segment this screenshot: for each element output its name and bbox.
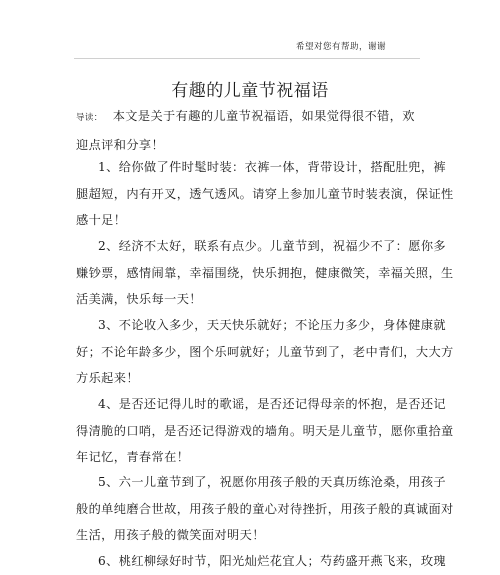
paragraph-line: 生活，用孩子般的微笑面对明天！ (76, 528, 265, 542)
paragraph-4 (76, 391, 454, 471)
header-divider (74, 58, 420, 59)
lead-line: 迎点评和分享！ (76, 137, 165, 152)
header-note: 希望对您有帮助，谢谢 (296, 42, 387, 52)
document-title: 有趣的儿童节祝福语 (171, 81, 329, 101)
lead-label: 导读： (76, 113, 103, 123)
paragraph-6 (76, 548, 447, 575)
paragraph-line: 腿超短，内有开叉，透气透风。请穿上参加儿童节时装表演，保证性 (76, 186, 454, 201)
paragraph-1 (76, 154, 454, 234)
paragraph-line: 1、给你做了件时髦时装：衣裤一体，背带设计，搭配肚兜，裤 (98, 160, 447, 174)
lead-paragraph (76, 103, 428, 158)
paragraph-line: 3、不论收入多少，天天快乐就好；不论压力多少，身体健康就 (98, 318, 447, 332)
paragraph-line: 6、桃红柳绿好时节，阳光灿烂花宜人；芍药盛开燕飞来，玫瑰 (98, 554, 447, 568)
paragraph-line: 2、经济不太好，联系有点少。儿童节到，祝福少不了：愿你多 (98, 239, 447, 253)
paragraph-line: 赚钞票，感情闹靠，幸福围绕，快乐拥抱，健康微笑，幸福关照，生 (76, 265, 454, 280)
paragraph-2 (76, 233, 454, 313)
paragraph-line: 5、六一儿童节到了，祝愿你用孩子般的天真历练沧桑，用孩子 (98, 475, 447, 489)
paragraph-5 (76, 469, 454, 549)
paragraph-line: 活美满，快乐每一天！ (76, 292, 202, 306)
paragraph-3 (76, 312, 454, 392)
paragraph-line: 得清脆的口哨，是否还记得游戏的墙角。明天是儿童节，愿你重拾童 (76, 423, 454, 438)
paragraph-line: 好；不论年龄多少，图个乐呵就好；儿童节到了，老中青们，大大方 (76, 344, 454, 359)
paragraph-line: 4、是否还记得儿时的歌谣，是否还记得母亲的怀抱，是否还记 (98, 397, 447, 411)
paragraph-line: 感十足！ (76, 213, 127, 227)
paragraph-line: 般的单纯磨合世故，用孩子般的童心对待挫折，用孩子般的真诚面对 (76, 501, 454, 516)
paragraph-line: 方乐起来！ (76, 371, 139, 385)
paragraph-line: 年记忆，青春常在！ (76, 450, 190, 464)
lead-line: 本文是关于有趣的儿童节祝福语，如果觉得很不错，欢 (112, 109, 415, 123)
